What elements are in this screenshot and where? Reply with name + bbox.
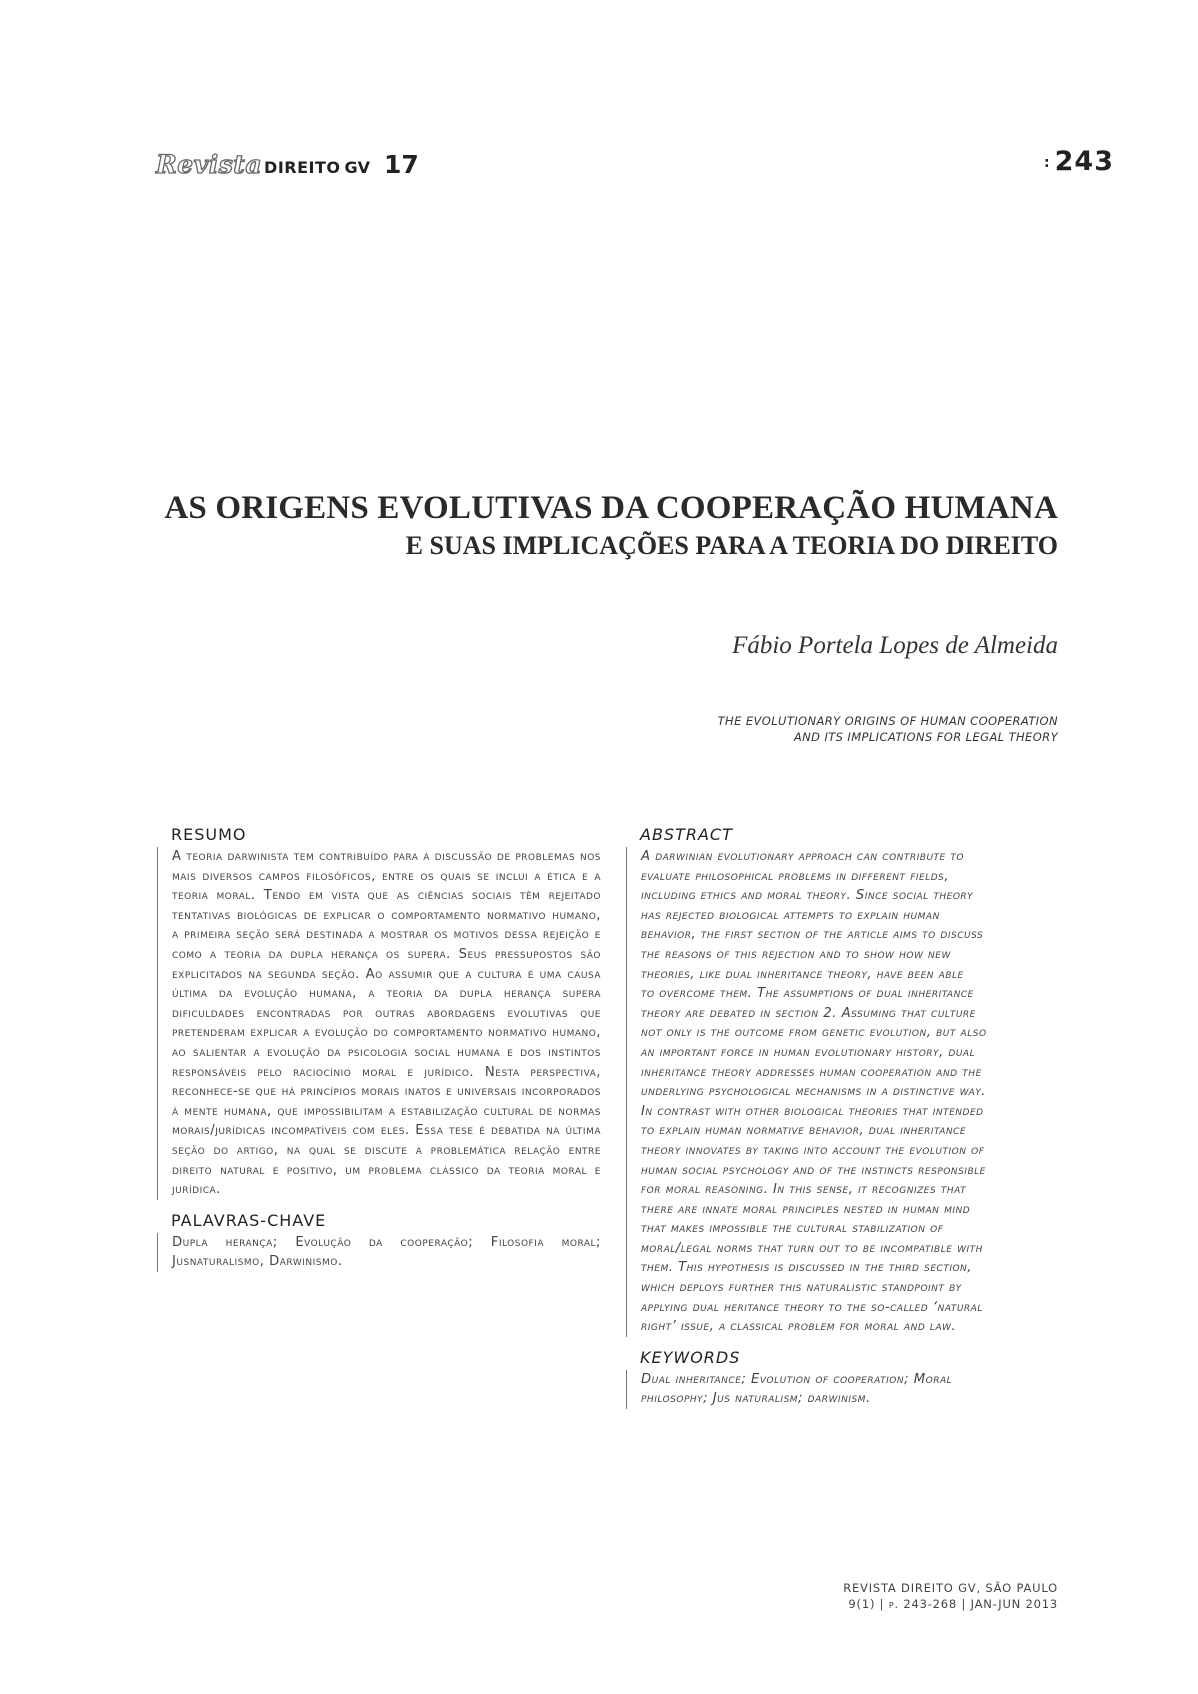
palavras-chave-heading: PALAVRAS-CHAVE: [171, 1210, 327, 1230]
abstract-line: which deploys further this naturalistic standpoint by: [641, 1280, 962, 1296]
masthead-revista-logo: Revista: [156, 150, 263, 179]
abstract-line: has rejected biological attempts to explain human: [641, 907, 940, 923]
citation-footer: [843, 1580, 1058, 1612]
page-number-value: 243: [1054, 146, 1114, 177]
abstract-line: In contrast with other biological theories that intended: [641, 1103, 984, 1119]
footer-period: | JAN-JUN 2013: [961, 1597, 1058, 1611]
journal-masthead: [156, 150, 419, 180]
resumo-heading: RESUMO: [171, 825, 247, 844]
masthead-direito: DIREITO: [264, 158, 341, 177]
abstract-line: right’ issue, a classical problem for moral and law.: [641, 1319, 957, 1335]
palavras-chave-text: Dupla herança; Evolução da cooperação; Filosofia moral; Jusnaturalismo, Darwinismo.: [157, 1233, 601, 1272]
article-title: [164, 490, 1058, 561]
page-number: [1044, 146, 1114, 177]
footer-volume: 9(1) |: [848, 1597, 885, 1611]
abstract-column: [640, 826, 1070, 1409]
abstract-line: A darwinian evolutionary approach can contribute to: [641, 849, 965, 864]
page-number-colon: :: [1044, 155, 1051, 171]
keywords-text: [626, 1370, 1070, 1409]
title-line-2: E SUAS IMPLICAÇÕES PARA A TEORIA DO DIREITO: [405, 531, 1058, 560]
abstract-line: to overcome them. The assumptions of dual inheritance: [641, 986, 974, 1002]
abstract-line: underlying psychological mechanisms in a distinctive way.: [641, 1084, 986, 1100]
english-title: [718, 713, 1058, 745]
author-name: Fábio Portela Lopes de Almeida: [732, 632, 1058, 659]
english-title-line-1: THE EVOLUTIONARY ORIGINS OF HUMAN COOPERATION: [717, 714, 1058, 728]
title-line-1: AS ORIGENS EVOLUTIVAS DA COOPERAÇÃO HUMANA: [164, 490, 1058, 526]
abstract-line: including ethics and moral theory. Since social theory: [641, 888, 974, 904]
abstract-line: theories, like dual inheritance theory, have been able: [641, 966, 964, 982]
footer-citation: [843, 1596, 1058, 1612]
abstract-heading: ABSTRACT: [640, 825, 733, 844]
abstract-line: an important force in human evolutionary history, dual: [641, 1044, 976, 1060]
abstract-line: inheritance theory addresses human cooperation and the: [641, 1064, 982, 1080]
keywords-heading: KEYWORDS: [640, 1347, 741, 1367]
abstract-text: [626, 847, 1070, 1337]
footer-pages: p. 243-268: [888, 1597, 958, 1611]
abstract-line: that makes impossible the cultural stabilization of: [641, 1221, 944, 1237]
abstract-line: them. This hypothesis is discussed in the third section,: [641, 1260, 972, 1276]
abstract-line: the reasons of this rejection and to show how new: [641, 946, 951, 962]
abstract-line: to explain human normative behavior, dual inheritance: [641, 1123, 967, 1139]
abstract-line: evaluate philosophical problems in different fields,: [641, 868, 950, 884]
masthead-gv: GV: [344, 158, 370, 177]
abstract-line: theory are debated in section 2. Assuming that culture: [641, 1005, 976, 1021]
footer-journal: REVISTA DIREITO GV, SÃO PAULO: [843, 1581, 1058, 1595]
english-title-line-2: AND ITS IMPLICATIONS FOR LEGAL THEORY: [793, 730, 1058, 744]
abstract-line: theory innovates by taking into account the evolution of: [641, 1142, 985, 1158]
abstract-line: behavior, the first section of the article aims to discuss: [641, 927, 984, 943]
abstract-line: applying dual heritance theory to the so-called ‘natural: [641, 1299, 983, 1315]
keywords-line: Dual inheritance; Evolution of cooperation; Moral: [641, 1371, 953, 1387]
abstract-line: not only is the outcome from genetic evolution, but also: [641, 1025, 987, 1041]
abstract-line: human social psychology and of the instincts responsible: [641, 1162, 986, 1178]
abstract-line: moral/legal norms that turn out to be incompatible with: [641, 1240, 983, 1256]
resumo-column: [171, 826, 601, 1272]
issue-number: 17: [384, 150, 419, 179]
abstract-line: there are innate moral principles nested in human mind: [641, 1201, 971, 1217]
abstract-line: for moral reasoning. In this sense, it recognizes that: [641, 1182, 967, 1198]
resumo-text: A teoria darwinista tem contribuído para a discussão de problemas nos mais diversos campos filosóficos, entre os quais se inclui a ética e a teoria moral. Tendo em vista que as ciências sociais têm rejeitado tentativas biológicas de explicar o comportamento normativo humano, a primeira seção será destinada a mostrar os motivos dessa rejeição e como a teoria da dupla herança os supera. Seus pressupostos são explicitados na segunda seção. Ao assumir que a cultura é uma causa última da evolução humana, a teoria da dupla herança supera dificuldades encontradas por outras abordagens evolutivas que pretenderam explicar a evolução do comportamento normativo humano, ao salientar a evolução da psicologia social humana e dos instintos responsáveis pelo raciocínio moral e jurídico. Nesta perspectiva, reconhece-se que há princípios morais inatos e universais incorporados à mente humana, que impossibilitam a estabilização cultural de normas morais/jurídicas incompatíveis com eles. Essa tese é debatida na última seção do artigo, na qual se discute a problemática relação entre direito natural e positivo, um problema clássico da teoria moral e jurídica.: [157, 847, 601, 1200]
keywords-line: philosophy; Jus naturalism; darwinism.: [641, 1391, 871, 1407]
